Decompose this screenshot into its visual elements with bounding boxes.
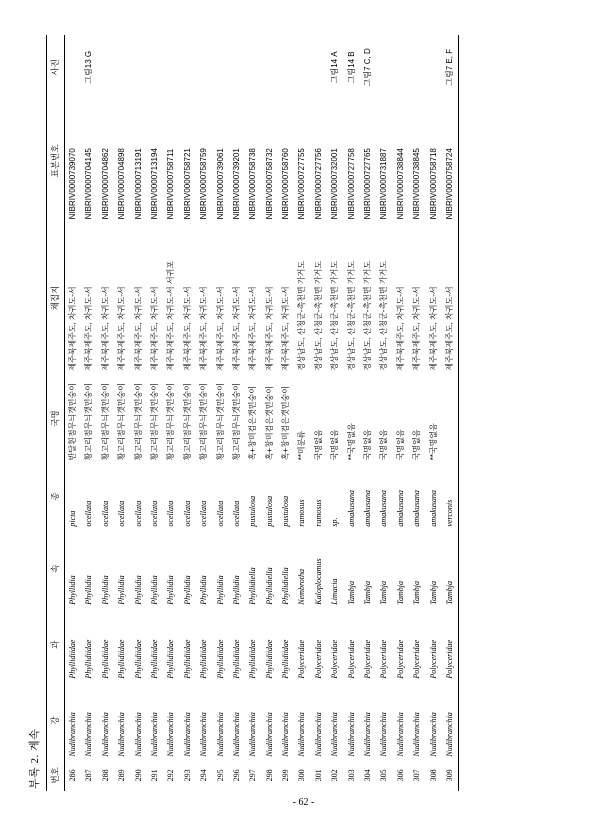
cell-family: Phyllidiidae — [83, 639, 93, 679]
table-row — [196, 35, 212, 791]
cell-no: 302 — [329, 769, 339, 782]
rotated-page-content — [24, 35, 584, 795]
cell-class: Nudibranchia — [247, 712, 257, 757]
cell-species: amakusana — [428, 490, 438, 527]
cell-species: amakusana — [411, 490, 421, 527]
cell-genus: Phyllidia — [198, 575, 208, 605]
cell-species: amakusana — [362, 490, 372, 527]
cell-photo — [212, 35, 228, 100]
cell-species: ocellata — [198, 500, 208, 527]
cell-voucher: NIBRIV0000704898 — [116, 148, 126, 220]
table-header — [46, 35, 64, 791]
cell-no: 306 — [395, 769, 405, 782]
column-header-species: 종 — [46, 463, 64, 529]
cell-koreanname: 황고리점무늬갯민숭이 — [165, 383, 175, 461]
cell-voucher: NIBRIV0000731887 — [378, 148, 388, 220]
cell-no: 305 — [378, 769, 388, 782]
cell-locality: 경상남도, 산청군-촉천면 가거도 — [362, 260, 372, 371]
cell-no: 290 — [133, 769, 143, 782]
cell-photo — [261, 35, 277, 100]
table-row — [294, 35, 310, 791]
cell-koreanname: 국명없음 — [313, 429, 323, 461]
table-row — [376, 35, 392, 791]
cell-class: Nudibranchia — [264, 712, 274, 757]
cell-family: Polyceridae — [313, 639, 323, 679]
cell-no: 298 — [264, 769, 274, 782]
cell-class: Nudibranchia — [149, 712, 159, 757]
cell-locality: 제주북제주도, 차귀도-서 — [264, 286, 274, 371]
cell-class: Nudibranchia — [133, 712, 143, 757]
cell-species: ocellata — [100, 500, 110, 527]
cell-genus: Phyllidia — [149, 575, 159, 605]
cell-family: Polyceridae — [441, 608, 458, 682]
cell-species: pustulosa — [247, 495, 257, 527]
cell-photo — [425, 35, 441, 100]
cell-genus: Phyllidia — [165, 575, 175, 605]
cell-no: 296 — [231, 769, 241, 782]
cell-species: ocellata — [116, 500, 126, 527]
cell-family: Phyllidiidae — [198, 639, 208, 679]
cell-photo — [179, 35, 195, 100]
table-row — [310, 35, 326, 791]
table-row — [179, 35, 195, 791]
cell-photo: 그림7 E, F — [441, 35, 458, 100]
cell-photo — [97, 35, 113, 100]
cell-species: ramosus — [296, 499, 306, 527]
cell-koreanname: 황고리점무늬갯민숭이 — [215, 383, 225, 461]
cell-photo — [163, 35, 179, 100]
cell-family: Phyllidiidae — [149, 639, 159, 679]
cell-species: ocellata — [83, 500, 93, 527]
cell-family: Phyllidiidae — [280, 639, 290, 679]
cell-class: Nudibranchia — [441, 682, 458, 760]
cell-no: 288 — [100, 769, 110, 782]
cell-voucher: NIBRIV0000758738 — [247, 148, 257, 220]
cell-species: ocellata — [182, 500, 192, 527]
cell-family: Phyllidiidae — [182, 639, 192, 679]
cell-no: 297 — [247, 769, 257, 782]
cell-locality: 제주북제주도, 차귀도-서 — [231, 286, 241, 371]
cell-genus: Tambja — [411, 580, 421, 605]
cell-family: Polyceridae — [296, 639, 306, 679]
table-row — [64, 35, 81, 791]
cell-photo: 그림13 G — [83, 50, 93, 84]
cell-class: Nudibranchia — [346, 712, 356, 757]
cell-koreanname: 황고리점무늬갯민숭이 — [83, 383, 93, 461]
cell-locality: 경상남도, 산청군-촉천면 가거도 — [346, 260, 356, 371]
cell-koreanname: 황고리점무늬갯민숭이 — [100, 383, 110, 461]
cell-voucher: NIBRIV0000739070 — [67, 148, 77, 220]
cell-class: Nudibranchia — [280, 712, 290, 757]
cell-family: Phyllidiidae — [231, 639, 241, 679]
cell-voucher: NIBRIV0000727765 — [362, 148, 372, 220]
cell-class: Nudibranchia — [428, 712, 438, 757]
cell-locality: 제주북제주도, 차귀도-서 — [100, 286, 110, 371]
cell-photo — [114, 35, 130, 100]
table-row — [392, 35, 408, 791]
cell-koreanname: 국명없음 — [395, 429, 405, 461]
cell-voucher: NIBRIV0000758711 — [165, 148, 175, 220]
cell-class: Nudibranchia — [296, 712, 306, 757]
cell-species: ocellata — [215, 500, 225, 527]
cell-no: 301 — [313, 769, 323, 782]
cell-koreanname: 황고리점무늬갯민숭이 — [133, 383, 143, 461]
cell-family: Polyceridae — [346, 639, 356, 679]
cell-no: 289 — [116, 769, 126, 782]
cell-voucher: NIBRIV0000758724 — [441, 100, 458, 223]
cell-class: Nudibranchia — [116, 712, 126, 757]
table-row — [163, 35, 179, 791]
cell-locality: 제주북제주도, 차귀도-서 — [441, 222, 458, 373]
cell-genus: Phyllidia — [100, 575, 110, 605]
cell-genus: Tambja — [441, 530, 458, 608]
cell-no: 291 — [149, 769, 159, 782]
cell-genus: Phyllidiella — [264, 567, 274, 605]
cell-koreanname: 황고리점무늬갯민숭이 — [116, 383, 126, 461]
cell-koreanname: 혹+창미검은갯민숭이 — [280, 386, 290, 461]
table-row — [245, 35, 261, 791]
column-header-koreanname: 국명 — [46, 374, 64, 464]
cell-no: 304 — [362, 769, 372, 782]
cell-voucher: NIBRIV0000758760 — [280, 148, 290, 220]
column-header-photo: 사진 — [46, 35, 64, 100]
table-row — [425, 35, 441, 791]
cell-class: Nudibranchia — [329, 712, 339, 757]
cell-voucher: NIBRIV0000758718 — [428, 148, 438, 220]
cell-voucher: NIBRIV0000704145 — [83, 148, 93, 220]
cell-koreanname: 혹+창미검은갯민숭이 — [247, 386, 257, 461]
cell-class: Nudibranchia — [215, 712, 225, 757]
cell-koreanname: 황고리점무늬갯민숭이 — [198, 383, 208, 461]
table-row — [114, 35, 130, 791]
specimen-table — [46, 35, 459, 791]
cell-species: amakusana — [346, 490, 356, 527]
cell-genus: Tambja — [428, 580, 438, 605]
cell-genus: Tambja — [395, 580, 405, 605]
cell-voucher: NIBRIV0000732001 — [329, 148, 339, 220]
cell-genus: Phyllidia — [182, 575, 192, 605]
cell-family: Phyllidiidae — [100, 639, 110, 679]
cell-class: Nudibranchia — [378, 712, 388, 757]
cell-voucher: NIBRIV0000727756 — [313, 148, 323, 220]
cell-locality: 제주북제주도, 차귀도-서 — [215, 286, 225, 371]
cell-no: 308 — [428, 769, 438, 782]
cell-voucher: NIBRIV0000713194 — [149, 148, 159, 220]
cell-photo — [310, 35, 326, 100]
cell-family: Polyceridae — [362, 639, 372, 679]
column-header-genus: 속 — [46, 530, 64, 608]
cell-voucher: NIBRIV0000713191 — [133, 148, 143, 220]
cell-locality: 경상남도, 산청군-촉천면 가거도 — [378, 260, 388, 371]
cell-genus: Limacia — [329, 578, 339, 605]
cell-class: Nudibranchia — [313, 712, 323, 757]
table-body — [64, 35, 458, 791]
cell-no: 299 — [280, 769, 290, 782]
cell-koreanname — [441, 374, 458, 464]
cell-photo — [278, 35, 294, 100]
cell-photo — [146, 35, 162, 100]
cell-family: Phyllidiidae — [247, 639, 257, 679]
page-number: - 62 - — [292, 797, 315, 808]
cell-genus: Phyllidia — [133, 575, 143, 605]
cell-koreanname: **국명없음 — [428, 423, 438, 461]
cell-photo — [392, 35, 408, 100]
table-row — [278, 35, 294, 791]
cell-class: Nudibranchia — [182, 712, 192, 757]
cell-voucher: NIBRIV0000727758 — [346, 148, 356, 220]
cell-genus: Tambja — [346, 580, 356, 605]
cell-species: verconis — [441, 463, 458, 529]
cell-genus: Phyllidia — [83, 575, 93, 605]
cell-photo — [64, 35, 81, 100]
cell-family: Phyllidiidae — [264, 639, 274, 679]
cell-voucher: NIBRIV0000704862 — [100, 148, 110, 220]
cell-photo — [294, 35, 310, 100]
column-header-class: 강 — [46, 682, 64, 760]
cell-photo: 그림7 C, D — [362, 48, 372, 87]
cell-voucher: NIBRIV0000758721 — [182, 148, 192, 220]
column-header-locality: 채집지 — [46, 222, 64, 373]
cell-no: 309 — [441, 760, 458, 791]
cell-genus: Tambja — [362, 580, 372, 605]
column-header-no: 번호 — [46, 760, 64, 791]
cell-family: Polyceridae — [428, 639, 438, 679]
cell-locality: 제주북제주도, 차귀도-서 — [395, 286, 405, 371]
cell-koreanname: **국명없음 — [346, 423, 356, 461]
cell-no: 307 — [411, 769, 421, 782]
table-header-row — [46, 35, 64, 791]
cell-koreanname: 국명없음 — [411, 429, 421, 461]
cell-locality: 경상남도, 산청군-촉천면 가거도 — [313, 260, 323, 371]
cell-photo — [245, 35, 261, 100]
cell-locality: 경상남도, 산청군-촉천면 가거도 — [296, 260, 306, 371]
cell-species: amakusana — [395, 490, 405, 527]
table-row — [261, 35, 277, 791]
cell-voucher: NIBRIV0000727755 — [296, 148, 306, 220]
cell-locality: 제주북제주도, 차귀도-서 — [149, 286, 159, 371]
cell-locality: 제주북제주도, 차귀도-서 — [133, 286, 143, 371]
table-row — [327, 35, 343, 791]
cell-class: Nudibranchia — [411, 712, 421, 757]
cell-locality: 제주북제주도, 차귀도-서 — [411, 286, 421, 371]
cell-voucher: NIBRIV0000738845 — [411, 148, 421, 220]
cell-class: Nudibranchia — [100, 712, 110, 757]
cell-photo — [409, 35, 425, 100]
cell-class: Nudibranchia — [231, 712, 241, 757]
cell-no: 287 — [83, 769, 93, 782]
cell-no: 293 — [182, 769, 192, 782]
cell-voucher: NIBRIV0000738844 — [395, 148, 405, 220]
cell-family: Polyceridae — [395, 639, 405, 679]
table-row — [146, 35, 162, 791]
cell-species: sp. — [329, 517, 339, 527]
cell-photo: 그림14 A — [329, 51, 339, 84]
cell-class: Nudibranchia — [83, 712, 93, 757]
cell-family: Polyceridae — [329, 639, 339, 679]
cell-species: ocellata — [133, 500, 143, 527]
cell-koreanname: 국명없음 — [329, 429, 339, 461]
cell-koreanname: 혹+창미검은갯민숭이 — [264, 386, 274, 461]
cell-species: ocellata — [231, 500, 241, 527]
cell-locality: 제주북제주도, 차귀도-서 — [83, 286, 93, 371]
cell-species: ramosus — [313, 499, 323, 527]
table-row — [360, 35, 376, 791]
cell-koreanname: 반달흰점무늬갯민숭이 — [67, 383, 77, 461]
cell-locality: 제주북제주도, 차귀도-서 — [280, 286, 290, 371]
cell-locality: 제주북제주도, 차귀도-서 — [67, 286, 77, 371]
column-header-family: 과 — [46, 608, 64, 682]
cell-genus: Tambja — [378, 580, 388, 605]
cell-species: pustulosa — [264, 495, 274, 527]
cell-no: 286 — [67, 769, 77, 782]
cell-class: Nudibranchia — [165, 712, 175, 757]
table-row — [409, 35, 425, 791]
table-row — [343, 35, 359, 791]
cell-voucher: NIBRIV0000739201 — [231, 148, 241, 220]
cell-no: 303 — [346, 769, 356, 782]
cell-family: Phyllidiidae — [133, 639, 143, 679]
cell-locality: 제주북제주도, 차귀도-서 서귀포 — [165, 260, 175, 371]
cell-koreanname: 국명없음 — [378, 429, 388, 461]
cell-no: 294 — [198, 769, 208, 782]
cell-genus: Phyllidia — [231, 575, 241, 605]
cell-species: ocellata — [165, 500, 175, 527]
cell-voucher: NIBRIV0000739061 — [215, 148, 225, 220]
cell-locality: 제주북제주도, 차귀도-서 — [116, 286, 126, 371]
cell-voucher: NIBRIV0000758732 — [264, 148, 274, 220]
table-row — [81, 35, 97, 791]
cell-family: Phyllidiidae — [116, 639, 126, 679]
cell-class: Nudibranchia — [362, 712, 372, 757]
cell-locality: 제주북제주도, 차귀도-서 — [428, 286, 438, 371]
cell-locality: 제주북제주도, 차귀도-서 — [247, 286, 257, 371]
cell-photo — [196, 35, 212, 100]
table-row — [228, 35, 244, 791]
appendix-title: 부록 2. 계속 — [28, 728, 41, 789]
cell-photo — [376, 35, 392, 100]
cell-photo — [228, 35, 244, 100]
cell-photo — [130, 35, 146, 100]
cell-genus: Kaloplocamus — [313, 558, 323, 605]
cell-genus: Phyllidiella — [247, 567, 257, 605]
cell-family: Polyceridae — [378, 639, 388, 679]
cell-species: amakusana — [378, 490, 388, 527]
cell-no: 295 — [215, 769, 225, 782]
cell-genus: Phyllidiella — [280, 567, 290, 605]
cell-no: 292 — [165, 769, 175, 782]
cell-class: Nudibranchia — [198, 712, 208, 757]
cell-species: pustulosa — [280, 495, 290, 527]
cell-family: Phyllidiidae — [215, 639, 225, 679]
cell-locality: 제주북제주도, 차귀도-서 — [182, 286, 192, 371]
column-header-voucher: 표본번호 — [46, 100, 64, 223]
cell-genus: Phyllidia — [215, 575, 225, 605]
cell-koreanname: **미분류 — [296, 430, 306, 461]
cell-genus: Phyllidia — [67, 575, 77, 605]
table-row — [130, 35, 146, 791]
table-row — [212, 35, 228, 791]
table-row — [441, 35, 458, 791]
cell-genus: Phyllidia — [116, 575, 126, 605]
cell-koreanname: 황고리점무늬갯민숭이 — [182, 383, 192, 461]
cell-koreanname: 황고리점무늬갯민숭이 — [231, 383, 241, 461]
cell-photo: 그림14 B — [346, 51, 356, 84]
cell-koreanname: 황고리점무늬갯민숭이 — [149, 383, 159, 461]
cell-species: ocellata — [149, 500, 159, 527]
cell-locality: 제주북제주도, 차귀도-서 — [198, 286, 208, 371]
cell-class: Nudibranchia — [67, 712, 77, 757]
cell-no: 300 — [296, 769, 306, 782]
cell-family: Polyceridae — [411, 639, 421, 679]
cell-voucher: NIBRIV0000758759 — [198, 148, 208, 220]
cell-koreanname: 국명없음 — [362, 429, 372, 461]
cell-class: Nudibranchia — [395, 712, 405, 757]
cell-species: picta — [67, 510, 77, 527]
cell-family: Phyllidiidae — [67, 639, 77, 679]
cell-locality: 경상남도, 산청군-촉천면 가거도 — [329, 260, 339, 371]
cell-family: Phyllidiidae — [165, 639, 175, 679]
table-row — [97, 35, 113, 791]
cell-genus: Nembrotha — [296, 569, 306, 605]
